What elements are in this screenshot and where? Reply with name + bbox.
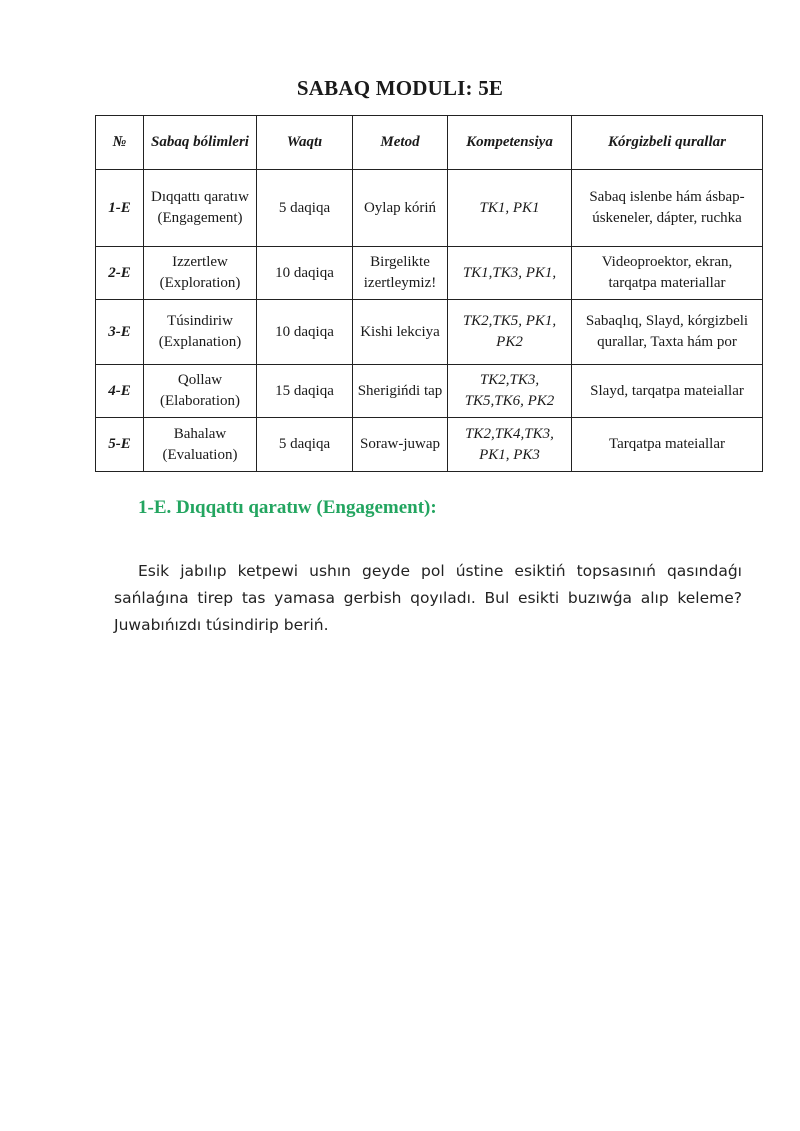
row-number: 3-E bbox=[96, 300, 144, 365]
section-heading: 1-E. Dıqqattı qaratıw (Engagement): bbox=[138, 497, 437, 518]
time-cell: 10 daqiqa bbox=[257, 247, 353, 300]
page-title: SABAQ MODULI: 5E bbox=[296, 76, 504, 100]
table-header-row bbox=[96, 116, 763, 170]
header-number: № bbox=[96, 116, 144, 170]
table-row bbox=[96, 418, 763, 472]
row-number: 2-E bbox=[96, 247, 144, 300]
lesson-part-cell: Túsindiriw (Explanation) bbox=[144, 300, 257, 365]
time-cell: 5 daqiqa bbox=[257, 170, 353, 247]
competence-cell: TK2,TK5, PK1, PK2 bbox=[448, 300, 572, 365]
competence-cell: TK2,TK4,TK3, PK1, PK3 bbox=[448, 418, 572, 472]
competence-cell: TK1,TK3, PK1, bbox=[448, 247, 572, 300]
method-cell: Kishi lekciya bbox=[353, 300, 448, 365]
lesson-part-cell: Dıqqattı qaratıw (Engagement) bbox=[144, 170, 257, 247]
time-cell: 10 daqiqa bbox=[257, 300, 353, 365]
table-row bbox=[96, 365, 763, 418]
header-method: Metod bbox=[353, 116, 448, 170]
time-cell: 15 daqiqa bbox=[257, 365, 353, 418]
row-number: 1-E bbox=[96, 170, 144, 247]
header-visual-aids: Kórgizbeli qurallar bbox=[572, 116, 763, 170]
row-number: 4-E bbox=[96, 365, 144, 418]
method-cell: Oylap kóriń bbox=[353, 170, 448, 247]
method-cell: Soraw-juwap bbox=[353, 418, 448, 472]
table-row bbox=[96, 170, 763, 247]
header-time: Waqtı bbox=[257, 116, 353, 170]
section-paragraph: Esik jabılıp ketpewi ushın geyde pol ústine esiktiń topsasınıń qasındaǵı sańlaǵına tirep tas yamasa gerbish qoyıladı. Bul esikti buzıwǵa alıp keleme? Juwabıńızdı túsindirip beriń. bbox=[114, 561, 742, 634]
lesson-part-cell: Bahalaw (Evaluation) bbox=[144, 418, 257, 472]
lesson-part-cell: Izzertlew (Exploration) bbox=[144, 247, 257, 300]
table-row bbox=[96, 247, 763, 300]
time-cell: 5 daqiqa bbox=[257, 418, 353, 472]
visual-aids-cell: Sabaq islenbe hám ásbap-úskeneler, dápter, ruchka bbox=[572, 170, 763, 247]
header-lesson-parts: Sabaq bólimleri bbox=[144, 116, 257, 170]
lesson-part-cell: Qollaw (Elaboration) bbox=[144, 365, 257, 418]
visual-aids-cell: Slayd, tarqatpa mateiallar bbox=[572, 365, 763, 418]
method-cell: Birgelikte izertleymiz! bbox=[353, 247, 448, 300]
competence-cell: TK1, PK1 bbox=[448, 170, 572, 247]
row-number: 5-E bbox=[96, 418, 144, 472]
visual-aids-cell: Sabaqlıq, Slayd, kórgizbeli qurallar, Taxta hám por bbox=[572, 300, 763, 365]
visual-aids-cell: Videoproektor, ekran, tarqatpa materiallar bbox=[572, 247, 763, 300]
method-cell: Sherigińdi tap bbox=[353, 365, 448, 418]
table-row bbox=[96, 300, 763, 365]
competence-cell: TK2,TK3, TK5,TK6, PK2 bbox=[448, 365, 572, 418]
header-competence: Kompetensiya bbox=[448, 116, 572, 170]
lesson-module-table bbox=[95, 115, 763, 472]
visual-aids-cell: Tarqatpa mateiallar bbox=[572, 418, 763, 472]
